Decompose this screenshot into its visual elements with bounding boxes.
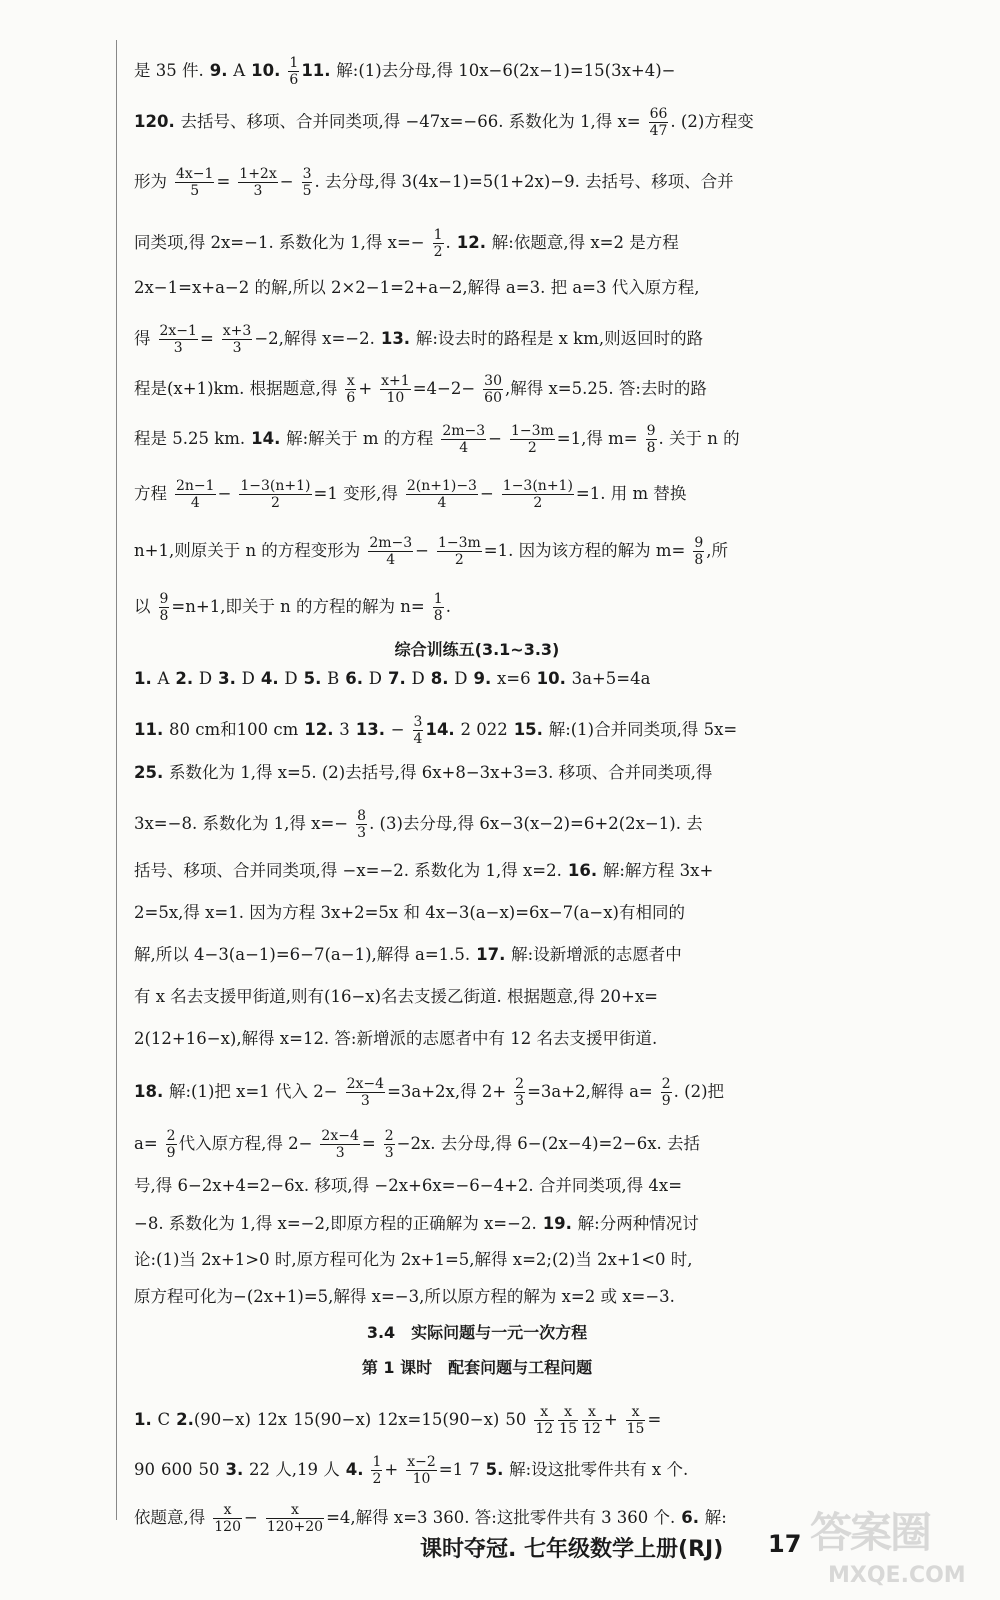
denominator: 2 <box>527 440 537 457</box>
numerator: 2(n+1)−3 <box>406 478 477 494</box>
fraction <box>483 373 503 406</box>
text-segment: . <box>445 597 451 617</box>
text-segment: 是 35 件. <box>134 61 204 81</box>
text-segment: 同类项,得 2x=−1. 系数化为 1,得 x=− <box>134 233 425 253</box>
denominator: 120+20 <box>266 1519 324 1536</box>
text-segment: 2. D <box>175 669 213 688</box>
text-segment: 2.(90−x) <box>176 1410 251 1430</box>
text-segment: 7 <box>469 1460 480 1480</box>
text-line <box>134 1246 699 1270</box>
numerator: 2 <box>515 1076 525 1092</box>
numerator: 2 <box>661 1076 671 1092</box>
fraction <box>380 373 411 406</box>
numerator: x+3 <box>222 323 252 339</box>
fraction <box>437 535 482 568</box>
text-line <box>134 1172 688 1196</box>
text-segment: 4. <box>345 1460 364 1480</box>
text-segment: 得 <box>134 329 151 349</box>
text-line <box>134 535 734 568</box>
text-line <box>134 1404 667 1437</box>
denominator: 5 <box>302 183 312 200</box>
text-line <box>134 759 718 783</box>
fraction <box>159 323 198 356</box>
fraction <box>514 1076 525 1109</box>
denominator: 2 <box>372 1471 382 1488</box>
fraction <box>302 166 313 199</box>
text-line <box>134 373 713 406</box>
text-segment: 方程 <box>134 484 167 504</box>
fraction <box>502 478 574 511</box>
text-segment: . 去分母,得 3(4x−1)=5(1+2x)−9. 去括号、移项、合并 <box>314 172 734 192</box>
text-segment: 号,得 6−2x+4=2−6x. 移项,得 −2x+6x=−6−4+2. 合并同类项,得 4x= <box>134 1176 683 1195</box>
text-segment: 1. A <box>134 669 170 688</box>
denominator: 15 <box>626 1421 645 1438</box>
numerator: x <box>346 373 355 389</box>
numerator: 2x−1 <box>159 323 197 339</box>
denominator: 10 <box>386 390 405 407</box>
text-segment: 19. 解:分两种情况讨 <box>542 1214 699 1233</box>
fraction <box>222 323 253 356</box>
text-segment: =1 <box>438 1460 464 1480</box>
text-segment: 2x−1=x+a−2 的解,所以 2×2−1=2+a−2,解得 a=3. 把 a=3 代入原方程, <box>134 278 700 297</box>
text-segment: ,所 <box>706 541 728 561</box>
text-segment: 12x <box>256 1410 288 1430</box>
text-segment: −2x. 去分母,得 6−(2x−4)=2−6x. 去括 <box>396 1134 700 1154</box>
text-segment: . (2)方程变 <box>670 112 754 132</box>
text-segment: 原方程可化为−(2x+1)=5,解得 x=−3,所以原方程的解为 x=2 或 x=−3. <box>134 1287 675 1306</box>
fraction <box>534 1404 554 1437</box>
text-segment: ,解得 x=5.25. 答:去时的路 <box>505 379 707 399</box>
denominator: 2 <box>270 495 280 512</box>
text-line <box>134 857 719 881</box>
denominator: 8 <box>159 608 169 625</box>
denominator: 4 <box>190 495 200 512</box>
numerator: 2m−3 <box>369 535 413 551</box>
text-segment: 2=5x,得 x=1. 因为方程 3x+2=5x 和 4x−3(a−x)=6x−7(a−x)有相同的 <box>134 903 685 922</box>
numerator: 1−3(n+1) <box>240 478 311 494</box>
denominator: 15 <box>559 1421 577 1438</box>
denominator: 3 <box>335 1145 345 1162</box>
section-heading: 综合训练五(3.1~3.3) <box>394 640 560 659</box>
denominator: 6 <box>346 390 356 407</box>
text-line <box>134 1210 705 1234</box>
denominator: 3 <box>253 183 263 200</box>
denominator: 10 <box>412 1471 431 1488</box>
denominator: 120 <box>214 1519 241 1536</box>
numerator: x+1 <box>381 373 410 389</box>
denominator: 3 <box>357 825 367 842</box>
text-segment: 17. 解:设新增派的志愿者中 <box>476 945 682 964</box>
numerator: 2x−4 <box>321 1128 359 1144</box>
fraction <box>413 714 424 747</box>
denominator: 12 <box>582 1421 601 1438</box>
fraction <box>368 535 413 568</box>
text-segment: − <box>243 1508 258 1528</box>
text-segment: =4,解得 x=3 360. 答:这批零件共有 3 360 个. <box>326 1508 676 1528</box>
fraction <box>345 373 356 406</box>
denominator: 3 <box>360 1093 370 1110</box>
text-segment: 4. D <box>260 669 298 688</box>
numerator: 66 <box>649 106 668 122</box>
text-segment: − <box>217 484 232 504</box>
text-segment: . (3)去分母,得 6x−3(x−2)=6+2(2x−1). 去 <box>369 814 703 834</box>
numerator: 8 <box>357 808 367 824</box>
watermark-url: MXQE.COM <box>828 1563 966 1588</box>
numerator: 3 <box>302 166 312 182</box>
fraction <box>510 423 555 456</box>
text-segment: 12. 解:依题意,得 x=2 是方程 <box>456 233 679 253</box>
denominator: 2 <box>433 244 443 261</box>
fraction <box>266 1502 324 1535</box>
text-segment: =1 变形,得 <box>313 484 398 504</box>
fraction <box>558 1404 578 1437</box>
fraction <box>406 478 478 511</box>
text-line <box>134 423 746 456</box>
numerator: x−2 <box>407 1454 436 1470</box>
numerator: 1 <box>433 591 443 607</box>
fraction <box>239 478 311 511</box>
fraction <box>661 1076 672 1109</box>
fraction <box>356 808 367 841</box>
numerator: 2 <box>384 1128 394 1144</box>
book-title: 课时夺冠. 七年级数学上册(RJ) <box>420 1537 724 1562</box>
text-segment: 12. 3 <box>304 720 350 740</box>
text-line <box>134 55 682 88</box>
text-line <box>134 1128 706 1161</box>
text-segment: + <box>603 1410 618 1430</box>
fraction <box>288 55 299 88</box>
fraction <box>159 591 170 624</box>
section-heading: 第 1 课时 配套问题与工程问题 <box>361 1358 593 1377</box>
text-segment: 11. 解:(1)去分母,得 10x−6(2x−1)=15(3x+4)− <box>301 61 676 81</box>
text-segment: 1. C <box>134 1410 171 1430</box>
fraction <box>175 478 216 511</box>
text-segment: −2,解得 x=−2. <box>254 329 375 349</box>
denominator: 2 <box>454 552 464 569</box>
text-segment: 12x=15(90−x) <box>377 1410 500 1430</box>
text-segment: 程是(x+1)km. 根据题意,得 <box>134 379 338 399</box>
text-segment: 13. 解:设去时的路程是 x km,则返回时的路 <box>380 329 704 349</box>
denominator: 4 <box>386 552 396 569</box>
denominator: 9 <box>661 1093 671 1110</box>
text-segment: 15(90−x) <box>293 1410 372 1430</box>
denominator: 4 <box>437 495 447 512</box>
text-line <box>134 1454 694 1487</box>
text-line <box>134 714 743 747</box>
text-segment: 代入原方程,得 2− <box>178 1134 313 1154</box>
section-heading: 3.4 实际问题与一元一次方程 <box>366 1323 588 1342</box>
text-line <box>134 983 664 1007</box>
text-segment: 7. D <box>388 669 425 688</box>
text-segment: 5. B <box>303 669 340 688</box>
fraction <box>582 1404 602 1437</box>
fraction <box>346 1076 385 1109</box>
denominator: 3 <box>173 340 183 357</box>
text-segment: 6. 解: <box>681 1508 727 1528</box>
text-line <box>134 166 740 199</box>
text-segment: 5. 解:设这批零件共有 x 个. <box>485 1460 689 1480</box>
text-segment: 14. 解:解关于 m 的方程 <box>251 429 434 449</box>
denominator: 3 <box>232 340 242 357</box>
text-segment: 10. <box>251 61 281 81</box>
numerator: 2n−1 <box>176 478 215 494</box>
text-segment: 9. x=6 <box>473 669 531 688</box>
text-line <box>134 1502 733 1535</box>
text-segment: 有 x 名去支援甲街道,则有(16−x)名去支援乙街道. 根据题意,得 20+x= <box>134 987 658 1006</box>
watermark-glyphs: 答案圈 <box>810 1508 931 1557</box>
text-segment: 600 <box>161 1460 193 1480</box>
fraction <box>441 423 486 456</box>
numerator: 1 <box>372 1454 382 1470</box>
text-segment: 50 <box>198 1460 220 1480</box>
denominator: 8 <box>694 552 704 569</box>
text-segment: − <box>488 429 502 449</box>
fraction <box>166 1128 177 1161</box>
text-segment: 90 <box>134 1460 155 1480</box>
text-segment: a= <box>134 1134 158 1154</box>
text-segment: =1,得 m= <box>556 429 638 449</box>
denominator: 6 <box>289 72 299 89</box>
text-segment: 10. 3a+5=4a <box>536 669 651 688</box>
numerator: 2 <box>166 1128 176 1144</box>
text-segment: =3a+2x,得 2+ <box>387 1082 507 1102</box>
denominator: 2 <box>533 495 543 512</box>
numerator: 30 <box>484 373 502 389</box>
numerator: 1−3m <box>510 423 554 439</box>
text-segment: 13. − <box>355 720 405 740</box>
text-segment: 论:(1)当 2x+1>0 时,原方程可化为 2x+1=5,解得 x=2;(2)当 2x+1<0 时, <box>134 1250 693 1269</box>
denominator: 4 <box>459 440 469 457</box>
text-segment: + <box>358 379 373 399</box>
fraction <box>626 1404 646 1437</box>
text-line <box>134 1025 663 1049</box>
margin-rule <box>116 40 117 1520</box>
text-segment: = <box>647 1410 662 1430</box>
text-segment: 9. A <box>209 61 246 81</box>
text-line <box>134 1076 730 1109</box>
fraction <box>433 591 444 624</box>
text-segment: 6. D <box>345 669 382 688</box>
text-segment: . 关于 n 的 <box>658 429 740 449</box>
denominator: 12 <box>535 1421 554 1438</box>
text-segment: n+1,则原关于 n 的方程变形为 <box>134 541 361 561</box>
denominator: 60 <box>484 390 502 407</box>
denominator: 47 <box>649 123 668 140</box>
text-line <box>134 1283 681 1307</box>
text-segment: − <box>279 172 294 192</box>
numerator: x <box>626 1404 646 1421</box>
text-segment: −8. 系数化为 1,得 x=−2,即原方程的正确解为 x=−2. <box>134 1214 537 1233</box>
text-segment: 2(12+16−x),解得 x=12. 答:新增派的志愿者中有 12 名去支援甲街道. <box>134 1029 658 1048</box>
text-segment: 11. 80 cm和100 cm <box>134 720 299 740</box>
denominator: 3 <box>384 1145 394 1162</box>
numerator: 3 <box>413 714 423 730</box>
text-segment: = <box>361 1134 376 1154</box>
text-segment: 3x=−8. 系数化为 1,得 x=− <box>134 814 349 834</box>
text-segment: − <box>479 484 494 504</box>
text-segment: 14. 2 022 <box>425 720 508 740</box>
numerator: x <box>582 1404 602 1421</box>
fraction <box>371 1454 382 1487</box>
text-segment: 3. 22 人,19 人 <box>225 1460 340 1480</box>
numerator: 9 <box>646 423 656 439</box>
text-segment: =3a+2,解得 a= <box>527 1082 653 1102</box>
text-segment: 120. 去括号、移项、合并同类项,得 −47x=−66. 系数化为 1,得 x= <box>134 112 641 132</box>
numerator: x <box>266 1502 324 1519</box>
fraction <box>320 1128 359 1161</box>
text-line <box>134 274 705 298</box>
fraction <box>693 535 704 568</box>
text-segment: 程是 5.25 km. <box>134 429 246 449</box>
text-line <box>134 669 656 688</box>
denominator: 8 <box>433 608 443 625</box>
denominator: 5 <box>190 183 200 200</box>
fraction <box>406 1454 437 1487</box>
text-segment: 18. 解:(1)把 x=1 代入 2− <box>134 1082 338 1102</box>
numerator: x <box>558 1404 578 1421</box>
numerator: 2x−4 <box>346 1076 385 1092</box>
numerator: x <box>213 1502 242 1519</box>
watermark-logo <box>810 1500 986 1592</box>
numerator: 1−3(n+1) <box>502 478 573 494</box>
text-segment: 25. 系数化为 1,得 x=5. (2)去括号,得 6x+8−3x+3=3. 移项、合并同类项,得 <box>134 763 713 782</box>
text-segment: − <box>415 541 429 561</box>
denominator: 4 <box>413 731 423 748</box>
numerator: 1−3m <box>437 535 481 551</box>
numerator: 4x−1 <box>176 166 214 182</box>
text-segment: 16. 解:解方程 3x+ <box>567 861 714 880</box>
denominator: 9 <box>166 1145 176 1162</box>
numerator: 9 <box>694 535 704 551</box>
text-segment: + <box>384 1460 399 1480</box>
text-line <box>134 808 709 841</box>
text-segment: 括号、移项、合并同类项,得 −x=−2. 系数化为 1,得 x=2. <box>134 861 562 880</box>
text-line <box>134 323 709 356</box>
numerator: 1+2x <box>239 166 277 182</box>
text-segment: 依题意,得 <box>134 1508 206 1528</box>
text-segment: 形为 <box>134 172 167 192</box>
fraction <box>649 106 669 139</box>
text-segment: 3. D <box>218 669 255 688</box>
text-segment: = <box>199 329 214 349</box>
text-segment: =4−2− <box>412 379 476 399</box>
numerator: 1 <box>433 227 443 243</box>
text-segment: = <box>216 172 231 192</box>
text-line <box>134 227 685 260</box>
text-line <box>134 591 457 624</box>
denominator: 3 <box>515 1093 525 1110</box>
fraction <box>384 1128 395 1161</box>
text-segment: 8. D <box>430 669 468 688</box>
fraction <box>175 166 214 199</box>
text-segment: =n+1,即关于 n 的方程的解为 n= <box>171 597 425 617</box>
text-segment: . <box>445 233 451 253</box>
numerator: 2m−3 <box>442 423 486 439</box>
denominator: 8 <box>646 440 656 457</box>
fraction <box>213 1502 242 1535</box>
text-segment: =1. 因为该方程的解为 m= <box>483 541 686 561</box>
text-line <box>134 106 760 139</box>
text-segment: . (2)把 <box>673 1082 725 1102</box>
numerator: 1 <box>289 55 299 71</box>
fraction <box>646 423 657 456</box>
text-line <box>134 478 692 511</box>
fraction <box>238 166 277 199</box>
text-segment: 50 <box>505 1410 527 1430</box>
text-segment: 解,所以 4−3(a−1)=6−7(a−1),解得 a=1.5. <box>134 945 471 964</box>
text-segment: =1. 用 m 替换 <box>575 484 687 504</box>
numerator: 9 <box>159 591 169 607</box>
page-number: 17 <box>768 1530 802 1558</box>
text-line <box>134 899 691 923</box>
text-line <box>134 941 688 965</box>
text-segment: 以 <box>134 597 151 617</box>
fraction <box>433 227 444 260</box>
text-segment: 15. 解:(1)合并同类项,得 5x= <box>513 720 738 740</box>
numerator: x <box>534 1404 554 1421</box>
